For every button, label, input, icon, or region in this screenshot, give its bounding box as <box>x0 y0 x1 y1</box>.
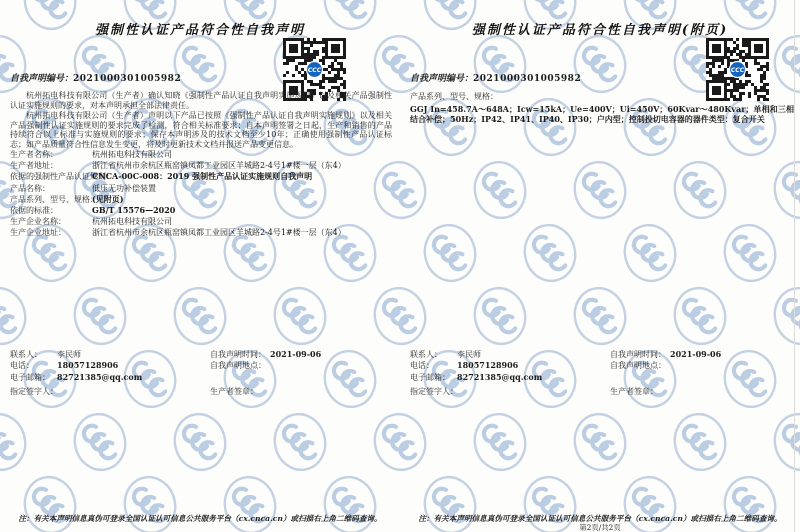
page-title-annex: 强制性认证产品符合性自我声明(附页) <box>471 23 729 38</box>
contact-block <box>410 349 794 398</box>
declaration-number-row <box>410 71 581 84</box>
contact-row-3: 电子邮箱： 82721385@qq.com <box>10 371 143 382</box>
contact-row-4: 指定签字人： 生产者签章： <box>410 387 658 397</box>
footer-note: 注：有关本声明信息真伪可登录全国认证认可信息公共服务平台（cx.cnca.cn）或扫描右上角二维码查询。 <box>418 514 782 523</box>
page-number: 第2页/共2页 <box>579 523 621 532</box>
declaration-number-label: 自我声明编号： <box>10 74 74 84</box>
declaration-number-value: 2021000301005982 <box>473 74 582 84</box>
product-fields <box>10 149 394 239</box>
svg-text:CCC: CCC <box>307 67 322 74</box>
contact-row-2: 电话： 18057128906 自我声明地点： <box>10 360 266 371</box>
declaration-number-label: 自我声明编号： <box>410 74 474 84</box>
declaration-page-2-annex <box>400 0 800 532</box>
svg-text:CCC: CCC <box>730 67 745 74</box>
product-spec-block <box>410 92 794 124</box>
declaration-date: 2021-09-06 <box>670 349 722 359</box>
field-row-certification-rule: 依据的强制性产品认证规则： CNCA-00C-008：2019 强制性产品认证实施规则自我声明 <box>10 171 313 182</box>
phone-number: 18057128906 <box>457 360 519 371</box>
contact-row-2: 电话： 18057128906 自我声明地点： <box>410 360 666 371</box>
phone-number: 18057128906 <box>57 360 119 371</box>
contact-block <box>10 349 394 398</box>
email-address: 82721385@qq.com <box>457 371 543 382</box>
scan-edge-line <box>794 0 795 532</box>
field-row-product-name: 产品名称： 低压无功补偿装置 <box>10 183 156 193</box>
contact-row-1: 联系人： 李民师 自我声明时间： 2021-09-06 <box>410 349 722 359</box>
contact-row-3: 电子邮箱： 82721385@qq.com <box>410 371 543 382</box>
field-row-factory-name: 生产企业名称： 杭州拓电科技有限公司 <box>10 217 172 227</box>
spec-label: 产品系列、型号、规格： <box>410 92 498 101</box>
declaration-number-value: 2021000301005982 <box>73 74 182 84</box>
declaration-date: 2021-09-06 <box>270 349 322 359</box>
contact-person: 李民师 <box>57 350 81 359</box>
contact-row-4: 指定签字人： 生产者签章： <box>10 387 258 397</box>
declaration-paragraph-2: 杭州拓电科技有限公司（生产者）声明以下产品已按照《强制性产品认证自我声明实施规则》以及相关产品强制性认证实施规则的要求完成了检测，符合相关标准要求；自本声明签署之日起，生产和销售的产品持续符合以上标准与实施规则的要求；保存本声明涉及的技术文档至少10年；正确使用强制性产品认证标志；如产品质量符合性信息发生变更，将及时更新技术文档并报送产品变更信息。 <box>10 111 392 149</box>
contact-person: 李民师 <box>457 350 481 359</box>
field-row-factory-address: 生产企业地址： 浙江省杭州市余杭区瓶窑镇凤都工业园区羊城路2-4号1#楼一层（东4） <box>10 228 346 238</box>
spec-value: GGJ In=458.7A～648A；Icw=15kA；Ue=400V；Ui=450V；60Kvar～480Kvar；单相和三相结合补偿；50Hz；IP42、IP41、IP40、IP30；户内型；控制投切电容器的器件类型：复合开关 <box>410 104 794 124</box>
footer-note: 注：有关本声明信息真伪可登录全国认证认可信息公共服务平台（cx.cnca.cn）或扫描右上角二维码查询。 <box>18 514 382 523</box>
email-address: 82721385@qq.com <box>57 371 143 382</box>
field-row-standard: 依据的标准： GB/T 15576—2020 <box>10 204 176 215</box>
field-row-producer-name: 生产者名称： 杭州拓电科技有限公司 <box>10 150 172 159</box>
page-title: 强制性认证产品符合性自我声明 <box>94 23 305 38</box>
field-row-product-models: 产品系列、型号、规格： (见附页) <box>10 193 124 204</box>
field-row-producer-address: 生产者地址： 浙江省杭州市余杭区瓶窑镇凤都工业园区羊城路2-4号1#楼一层（东4） <box>10 161 346 171</box>
contact-row-1: 联系人： 李民师 自我声明时间： 2021-09-06 <box>10 349 322 359</box>
declaration-paragraph-1: 杭州拓电科技有限公司（生产者）确认知晓《强制性产品认证自我声明实施规则》以及相关产品强制性认证实施规则的要求，对本声明承担全部法律责任。 <box>10 91 392 110</box>
declaration-number-row <box>10 71 181 84</box>
